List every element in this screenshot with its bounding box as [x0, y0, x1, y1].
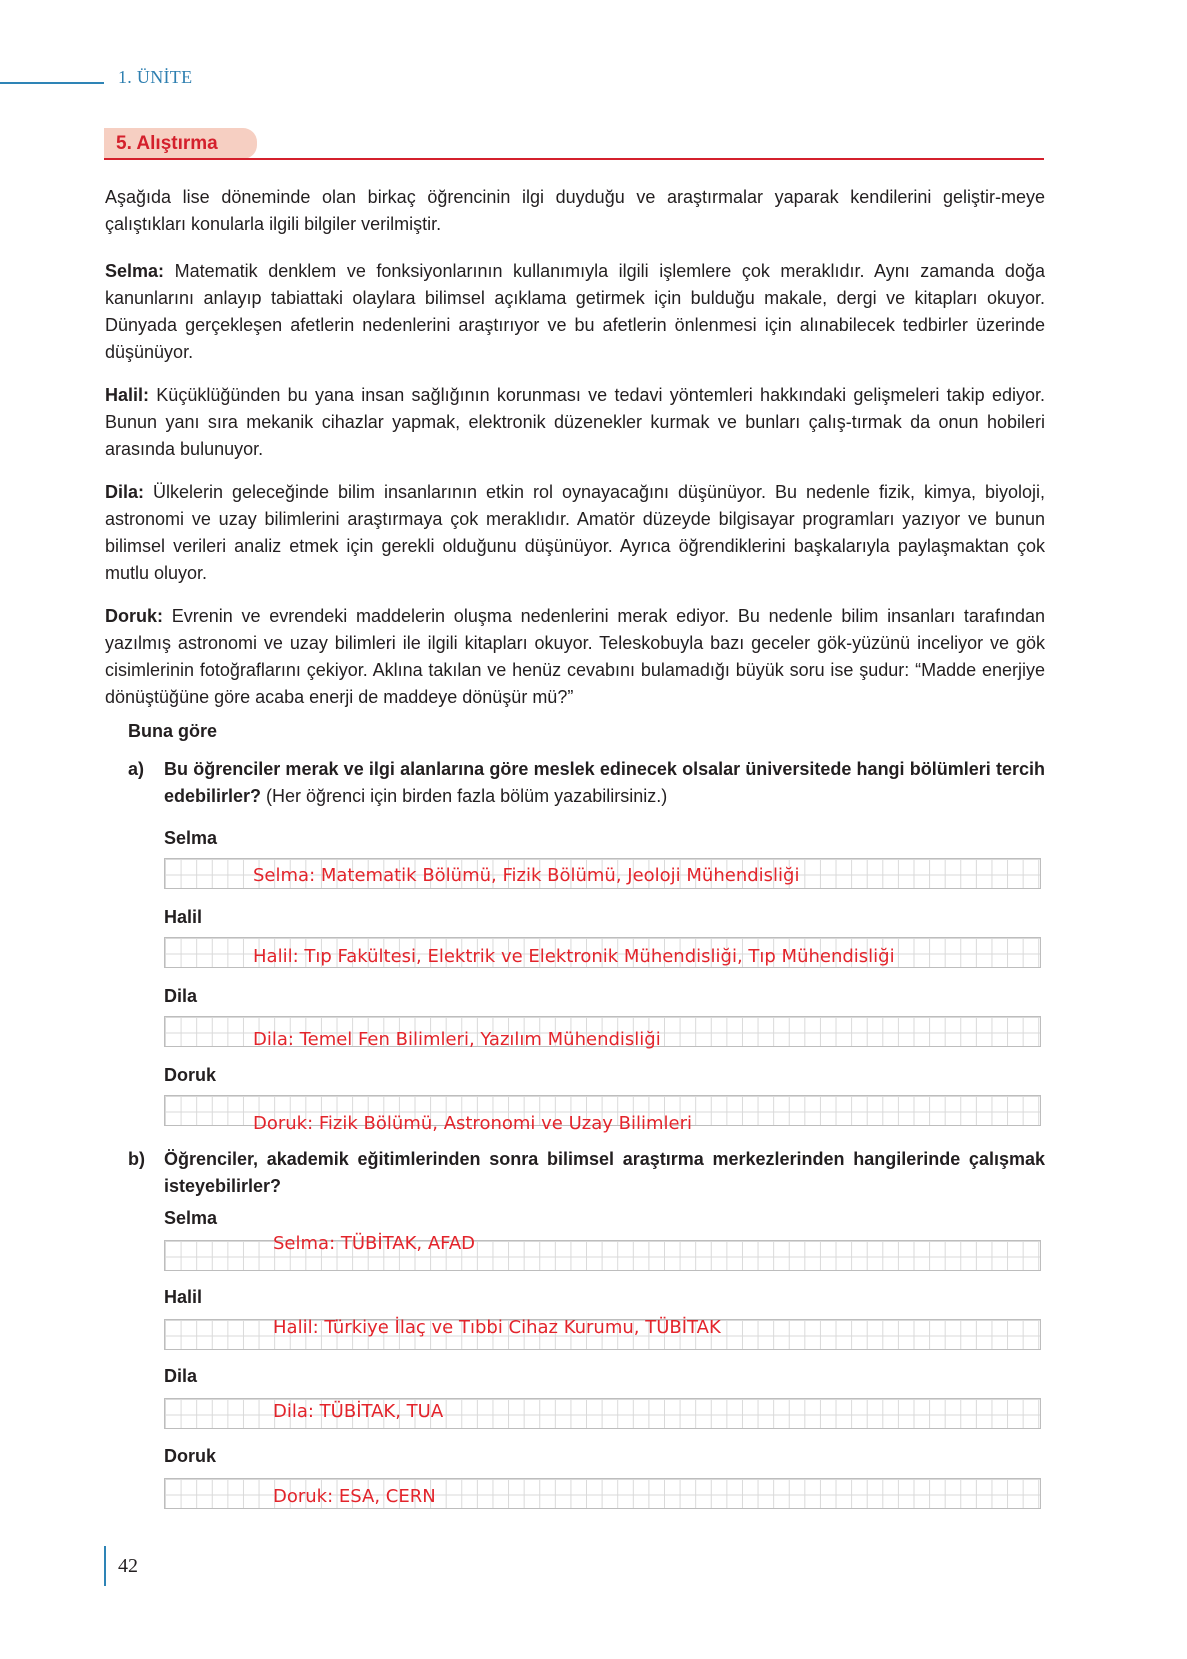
intro-paragraph: Aşağıda lise döneminde olan birkaç öğrencinin ilgi duyduğu ve araştırmalar yaparak kendilerini geliştir-meye çalıştıkları konularla ilgili bilgiler verilmiştir. [105, 187, 1045, 234]
question-b-text [164, 1146, 1045, 1200]
answer-a-text: Dila: Temel Fen Bilimleri, Yazılım Mühendisliği [253, 1029, 661, 1050]
unit-title: 1. ÜNİTE [118, 67, 193, 87]
student-text: Evrenin ve evrendeki maddelerin oluşma nedenlerini merak ediyor. Bu nedenle bilim insanları tarafından yazılmış astronomi ve uzay bilimleri ile ilgili kitapları okuyor. Teleskobuyla bazı geceler gök-yüzünü inceliyor ve gök cisimlerinin fotoğraflarını çekiyor. Aklına takılan ve henüz cevabını bulamadığı büyük soru ise şudur: “Madde enerjiye dönüştüğüne göre acaba enerji de maddeye dönüşür mü?” [105, 606, 1045, 707]
answer-a-name: Dila [164, 986, 198, 1006]
student-paragraph [105, 479, 1045, 587]
answer-a-text: Doruk: Fizik Bölümü, Astronomi ve Uzay Bilimleri [253, 1113, 692, 1134]
prompt-heading: Buna göre [128, 721, 218, 741]
exercise-rule [104, 158, 1044, 160]
answer-b-text: Selma: TÜBİTAK, AFAD [273, 1233, 476, 1254]
question-a-text [164, 756, 1045, 810]
footer-rule [104, 1546, 106, 1586]
answer-b-text: Dila: TÜBİTAK, TUA [273, 1401, 444, 1422]
question-a-note: (Her öğrenci için birden fazla bölüm yazabilirsiniz.) [266, 786, 668, 806]
page-number: 42 [118, 1555, 138, 1577]
student-name: Dila: [105, 482, 145, 502]
answer-a-name: Selma [164, 828, 218, 848]
student-text: Matematik denklem ve fonksiyonlarının kullanımıyla ilgili işlemlere çok meraklıdır. Aynı zamanda doğa kanunlarını anlayıp tabiattaki olaylara bilimsel açıklama getirmek için bulduğu makale, dergi ve kitapları okuyor. Dünyada gerçekleşen afetlerin nedenlerini araştırıyor ve bu afetlerin önlenmesi için alınabilecek tedbirler üzerinde düşünüyor. [105, 261, 1045, 362]
answer-a-text: Selma: Matematik Bölümü, Fizik Bölümü, Jeoloji Mühendisliği [253, 865, 800, 886]
answer-b-text: Halil: Türkiye İlaç ve Tıbbi Cihaz Kurumu, TÜBİTAK [273, 1317, 721, 1338]
exercise-title: 5. Alıştırma [116, 133, 218, 154]
answer-b-text: Doruk: ESA, CERN [273, 1486, 436, 1507]
student-paragraph [105, 382, 1045, 463]
question-b-bold: Öğrenciler, akademik eğitimlerinden sonra bilimsel araştırma merkezlerinden hangilerinde çalışmak isteyebilirler? [164, 1149, 1045, 1196]
student-paragraph [105, 603, 1045, 711]
student-name: Halil: [105, 385, 150, 405]
question-b-label: b) [128, 1149, 145, 1169]
question-a-label: a) [128, 759, 145, 779]
answer-b-name: Dila [164, 1366, 198, 1386]
answer-b-name: Halil [164, 1287, 203, 1307]
student-name: Doruk: [105, 606, 163, 626]
student-name: Selma: [105, 261, 165, 281]
answer-b-name: Doruk [164, 1446, 217, 1466]
question-a-bold: Bu öğrenciler merak ve ilgi alanlarına göre meslek edinecek olsalar üniversitede hangi bölümleri tercih edebilirler? [164, 759, 1045, 806]
answer-a-text: Halil: Tıp Fakültesi, Elektrik ve Elektronik Mühendisliği, Tıp Mühendisliği [253, 946, 895, 967]
student-text: Küçüklüğünden bu yana insan sağlığının korunması ve tedavi yöntemleri hakkındaki gelişmeleri takip ediyor. Bunun yanı sıra mekanik cihazlar yapmak, elektronik düzenekler kurmak ve bunları çalış-tırmak da onun hobileri arasında bulunuyor. [105, 385, 1045, 459]
student-text: Ülkelerin geleceğinde bilim insanlarının etkin rol oynayacağını düşünüyor. Bu nedenle fizik, kimya, biyoloji, astronomi ve uzay bilimlerini araştırmaya çok meraklıdır. Amatör düzeyde bilgisayar programları yazıyor ve bunun bilimsel verileri analiz etmek için gerekli olduğunu düşünüyor. Ayrıca öğrendiklerini başkalarıyla paylaşmaktan çok mutlu oluyor. [105, 482, 1045, 583]
student-paragraph [105, 258, 1045, 366]
answer-a-name: Halil [164, 907, 203, 927]
answer-b-name: Selma [164, 1208, 218, 1228]
header-rule [0, 82, 104, 84]
answer-a-name: Doruk [164, 1065, 217, 1085]
